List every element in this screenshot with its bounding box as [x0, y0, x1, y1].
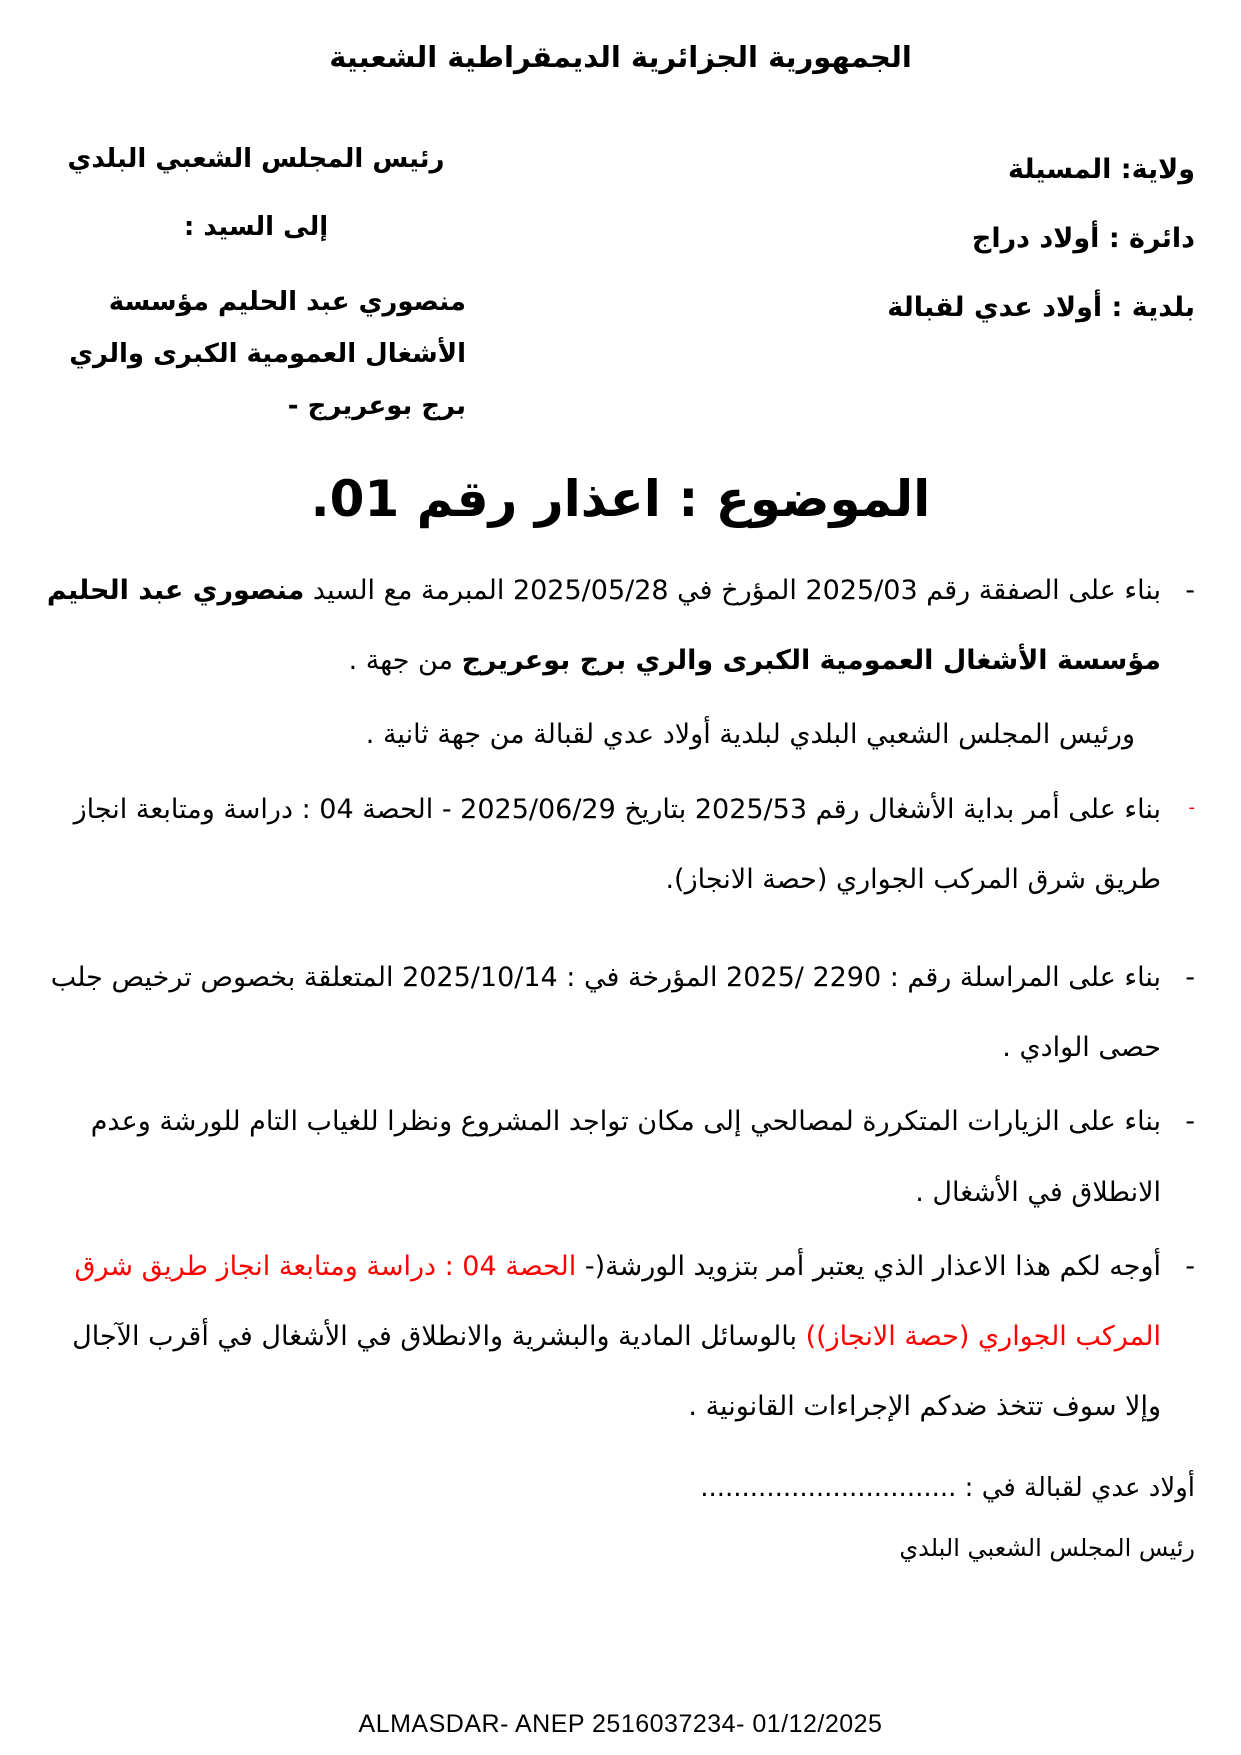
clause-contract-end: من جهة .: [348, 645, 462, 677]
clause-second-party: [46, 700, 1195, 770]
clause-contract-text: [46, 556, 1161, 696]
issuer-block: [887, 136, 1195, 343]
clause-final-notice: [46, 1232, 1195, 1443]
issuer-commune: بلدية : أولاد عدي لقبالة: [887, 291, 1195, 323]
clause-final-notice-text: [46, 1232, 1161, 1443]
addressee-block: [46, 136, 466, 432]
recipient-name: منصوري عبد الحليم مؤسسة الأشغال العمومية الكبرى والري برج بوعريرج -: [69, 287, 466, 421]
clause-site-visits: [46, 1087, 1195, 1227]
national-header: الجمهورية الجزائرية الديمقراطية الشعبية: [329, 40, 912, 74]
sender-title: رئيس المجلس الشعبي البلدي: [67, 144, 445, 174]
clause-second-party-text: ورئيس المجلس الشعبي البلدي لبلدية أولاد عدي لقبالة من جهة ثانية .: [365, 719, 1135, 751]
anep-footer-reference: ALMASDAR- ANEP 2516037234- 01/12/2025: [358, 1710, 883, 1738]
clause-correspondence: [46, 943, 1195, 1083]
dash-marker: -: [1185, 575, 1195, 606]
issuer-wilaya: ولاية: المسيلة: [1008, 154, 1195, 185]
signature-signer-title: رئيس المجلس الشعبي البلدي: [899, 1533, 1195, 1562]
clause-final-notice-end: بالوسائل المادية والبشرية والانطلاق في الأشغال في أقرب الآجال وإلا سوف تتخذ ضدكم الإجراءات القانونية .: [72, 1320, 1161, 1423]
clause-final-notice-highlight: الحصة 04 : دراسة ومتابعة انجاز طريق شرق المركب الجواري (حصة الانجاز)): [74, 1250, 1161, 1352]
dash-marker: -: [1185, 961, 1195, 993]
clause-contract: [46, 556, 1195, 696]
letterhead: [46, 136, 1195, 432]
clause-work-order-text: بناء على أمر بداية الأشغال رقم 2025/53 بتاريخ 2025/06/29 - الحصة 04 : دراسة ومتابعة انجاز طريق شرق المركب الجواري (حصة الانجاز).: [73, 793, 1161, 895]
signature-block: [606, 1468, 1195, 1562]
document-body: [46, 556, 1195, 1442]
clause-contract-bold: منصوري عبد الحليم مؤسسة الأشغال العمومية الكبرى والري برج بوعريرج: [46, 575, 1161, 677]
clause-contract-start: بناء على الصفقة رقم 2025/03 المؤرخ في 2025/05/28 المبرمة مع السيد: [304, 575, 1161, 606]
subject-title: الموضوع : اعذار رقم 01.: [310, 470, 931, 528]
clause-final-notice-start: أوجه لكم هذا الاعذار الذي يعتبر أمر بتزويد الورشة(-: [576, 1250, 1161, 1282]
issuer-daira: دائرة : أولاد دراج: [971, 222, 1195, 254]
dash-marker-red: -: [1188, 796, 1195, 818]
clause-work-order: [46, 775, 1195, 915]
dash-marker: -: [1185, 1106, 1195, 1138]
signature-place-date: أولاد عدي لقبالة في : ...............................: [700, 1473, 1195, 1504]
clause-correspondence-text: بناء على المراسلة رقم : 2290 /2025 المؤرخة في : 2025/10/14 المتعلقة بخصوص ترخيص جلب حصى الوادي .: [50, 961, 1161, 1064]
clause-site-visits-text: بناء على الزيارات المتكررة لمصالحي إلى مكان تواجد المشروع ونظرا للغياب التام للورشة وعدم الانطلاق في الأشغال .: [90, 1106, 1161, 1208]
to-label: إلى السيد :: [183, 212, 329, 242]
dash-marker: -: [1185, 1250, 1195, 1282]
